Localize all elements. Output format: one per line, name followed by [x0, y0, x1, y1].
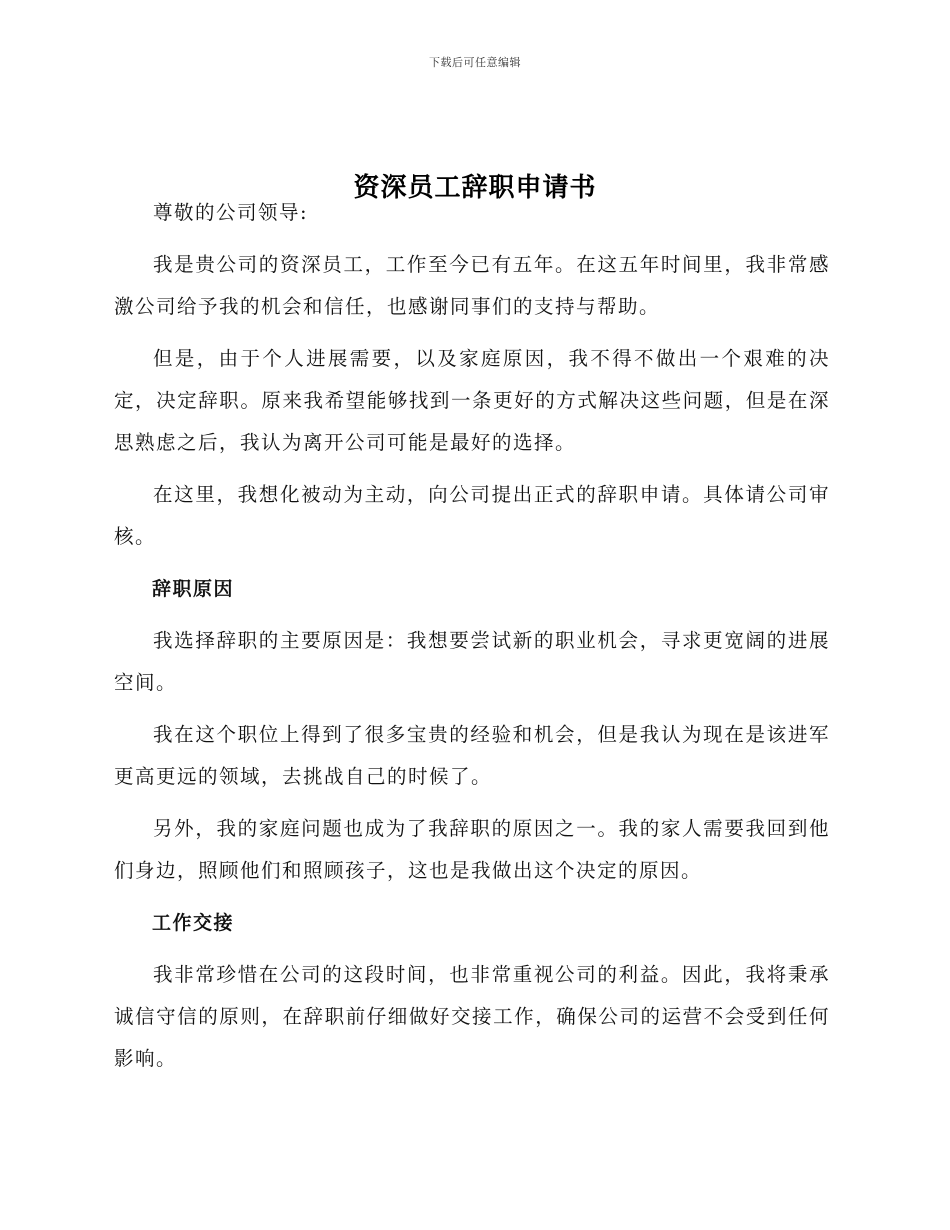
reason-paragraph-3: 另外，我的家庭问题也成为了我辞职的原因之一。我的家人需要我回到他们身边，照顾他们和照顾孩子，这也是我做出这个决定的原因。: [114, 817, 830, 882]
intro-paragraph-3: 在这里，我想化被动为主动，向公司提出正式的辞职申请。具体请公司审核。: [114, 483, 830, 548]
handover-paragraph-1: 我非常珍惜在公司的这段时间，也非常重视公司的利益。因此，我将秉承诚信守信的原则，在辞职前仔细做好交接工作，确保公司的运营不会受到任何影响。: [114, 963, 830, 1070]
header-note: 下载后可任意编辑: [429, 56, 521, 69]
section-heading-resignation-reason: 辞职原因: [152, 578, 235, 600]
reason-paragraph-1: 我选择辞职的主要原因是：我想要尝试新的职业机会，寻求更宽阔的进展空间。: [114, 629, 830, 694]
document-title: 资深员工辞职申请书: [353, 173, 597, 204]
reason-paragraph-2: 我在这个职位上得到了很多宝贵的经验和机会，但是我认为现在是该进军更高更远的领域，去挑战自己的时候了。: [114, 723, 830, 788]
greeting: 尊敬的公司领导:: [153, 201, 309, 224]
document-body: [114, 192, 830, 1080]
intro-paragraph-1: 我是贵公司的资深员工，工作至今已有五年。在这五年时间里，我非常感激公司给予我的机会和信任，也感谢同事们的支持与帮助。: [114, 253, 830, 318]
intro-paragraph-2: 但是，由于个人进展需要，以及家庭原因，我不得不做出一个艰难的决定，决定辞职。原来我希望能够找到一条更好的方式解决这些问题，但是在深思熟虑之后，我认为离开公司可能是最好的选择。: [114, 347, 830, 454]
section-heading-work-handover: 工作交接: [152, 912, 235, 934]
